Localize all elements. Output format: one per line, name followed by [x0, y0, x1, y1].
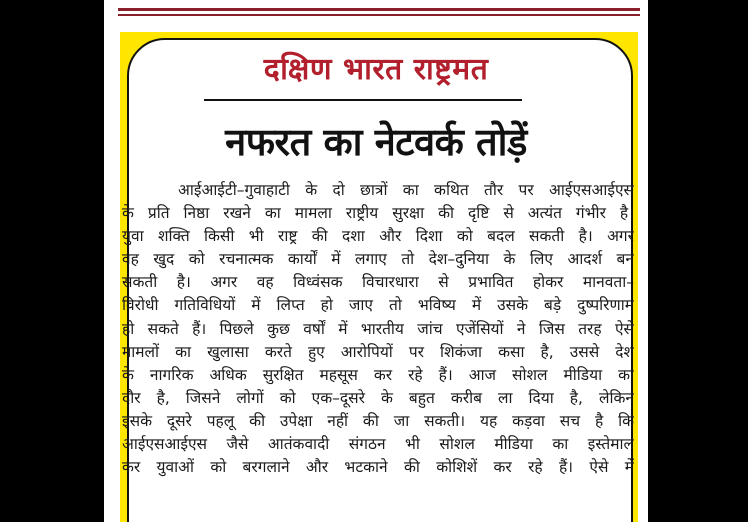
top-rule	[118, 8, 640, 11]
body-line: हो सकते हैं। पिछले कुछ वर्षों में भारतीय जांच एजेंसियों ने जिस तरह ऐसे	[122, 319, 634, 338]
body-line: दौर है, जिसने लोगों को एक–दूसरे के बहुत करीब ला दिया है, लेकिन	[122, 388, 634, 407]
body-line: के प्रति निष्ठा रखने का मामला राष्ट्रीय सुरक्षा की दृष्टि से अत्यंत गंभीर है।	[122, 204, 634, 223]
body-line: मामलों का खुलासा करते हुए आरोपियों पर शिकंजा कसा है, उससे देश	[122, 342, 634, 361]
masthead-title: दक्षिण भारत राष्ट्रमत	[263, 52, 489, 87]
top-rule-thin	[118, 14, 640, 16]
body-line: सकती है। अगर वह विध्वंसक विचारधारा से प्रभावित होकर मानवता–	[122, 273, 634, 292]
body-line: इसके दूसरे पहलू की उपेक्षा नहीं की जा सकती। यह कड़वा सच है कि	[122, 411, 634, 430]
newspaper-page	[104, 0, 648, 522]
body-line: कर युवाओं को बरगलाने और भटकाने की कोशिशें कर रहे हैं। ऐसे में	[122, 458, 634, 477]
body-line: वह खुद को रचनात्मक कार्यों में लगाए तो देश–दुनिया के लिए आदर्श बन	[122, 250, 634, 269]
body-line: विरोधी गतिविधियों में लिप्त हो जाए तो भविष्य में उसके बड़े दुष्परिणाम	[122, 296, 634, 315]
masthead-divider	[204, 99, 522, 101]
article-body	[122, 179, 634, 479]
body-line: युवा शक्ति किसी भी राष्ट्र की दशा और दिशा को बदल सकती है। अगर	[122, 227, 634, 246]
body-line: आईएसआईएस जैसे आतंकवादी संगठन भी सोशल मीडिया का इस्तेमाल	[122, 435, 634, 454]
body-line: के नागरिक अधिक सुरक्षित महसूस कर रहे हैं। आज सोशल मीडिया का	[122, 365, 634, 384]
body-line: आईआईटी–गुवाहाटी के दो छात्रों का कथित तौर पर आईएसआईएस	[178, 181, 634, 199]
article-headline: नफरत का नेटवर्क तोड़ें	[225, 120, 527, 164]
